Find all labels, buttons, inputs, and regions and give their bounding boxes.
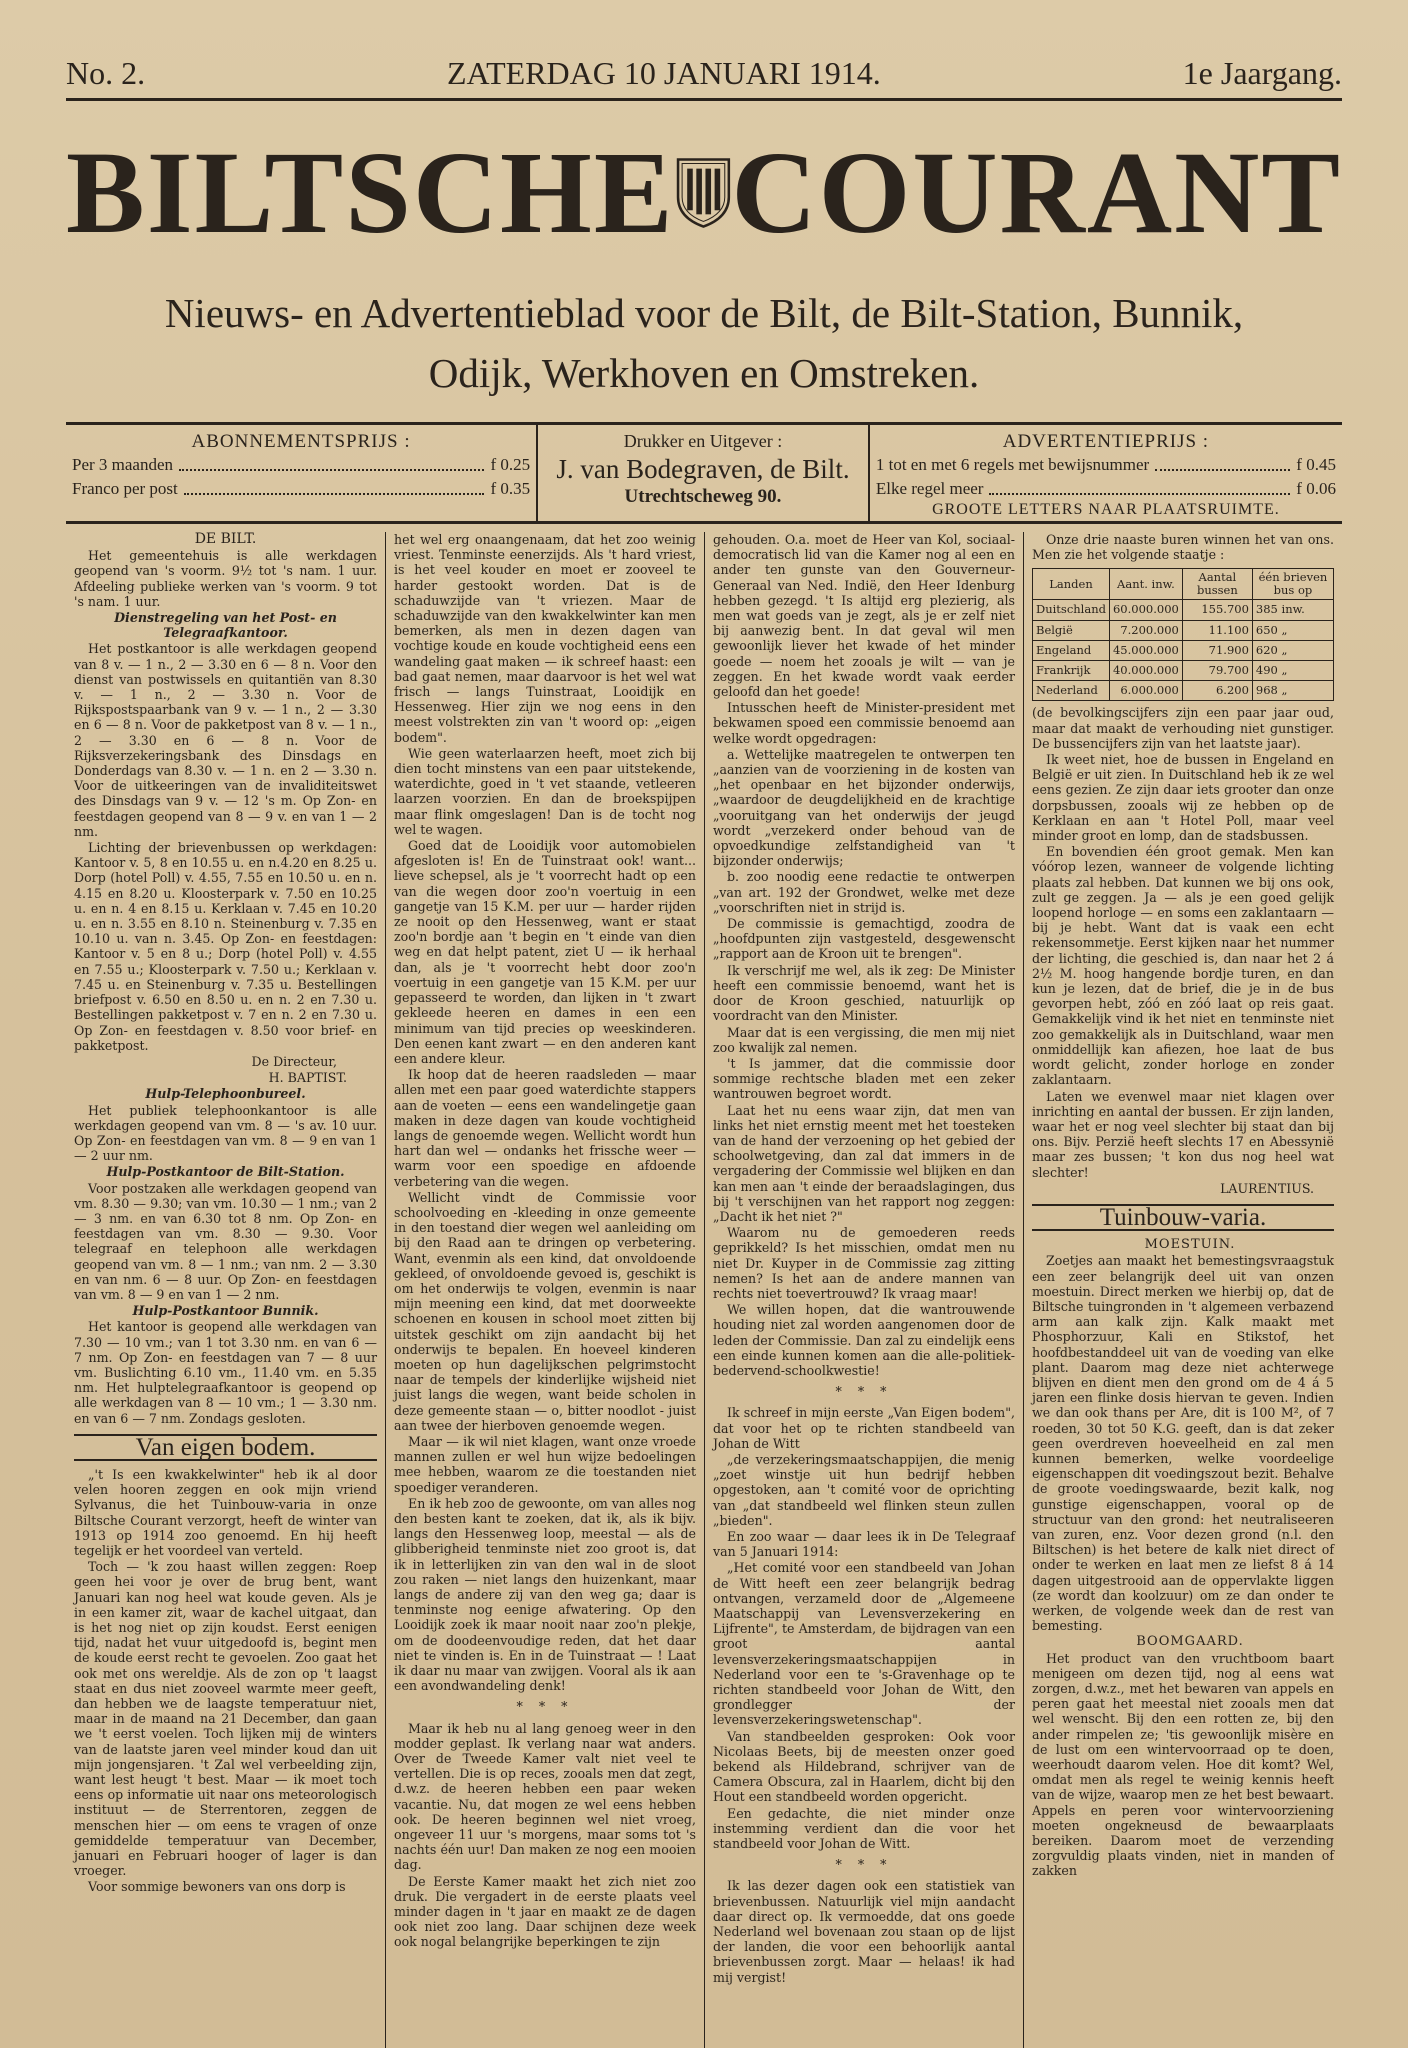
subheading: Hulp-Telephoonbureel. (145, 1086, 306, 1102)
article-title: Van eigen bodem. (74, 1434, 377, 1461)
subheading: Hulp-Postkantoor Bunnik. (132, 1303, 319, 1319)
leader-dots (184, 477, 485, 495)
paragraph: Laat het nu eens waar zijn, dat men van links het niet ernstig meent met het toesteken van de hand der verzoening op het gebied der schoolwetgeving, dan zal dat immers in de vergadering der Commissie wel blijken en dan kan men aan 't einde der beraadslagingen, dus bij 't verschijnen van het rapport nog zeggen: „Dacht ik het niet ?" (713, 1102, 1015, 1224)
table-cell: 71.900 (1182, 640, 1252, 660)
paragraph: Maar ik heb nu al lang genoeg weer in den modder geplast. Ik verlang naar wat anders. Over de Tweede Kamer valt niet veel te vertellen. Die is op reces, zooals men dat zegt, d.w.z. de heeren hebben een paar weken vacantie. Nu, dat mogen ze wel eens hebben ook. De heeren beginnen wel niet vroeg, ongeveer 11 uur 's morgens, maar soms tot 's nachts één uur! Dan maken ze nog een mooien dag. (394, 1720, 696, 1873)
publisher-role: Drukker en Uitgever : (623, 431, 783, 451)
subheading: BOOMGAARD. (1136, 1634, 1244, 1650)
paragraph: En ik heb zoo de gewoonte, om van alles nog den besten kant te zoeken, dat ik, als ik bijv. langs den Hessenweg loop, meestal — als de glibberigheid tenminste niet zoo groot is, dat ik in letterlijken zin van den wal in de sloot zou raken — niet langs den huizenkant, maar langs de andere zij van den weg ga; daar is tenminste nog eenige afwatering. Op den Looidijk zoek ik maar nooit naar zoo'n plekje, om de doodeenvoudige reden, dat het daar niet te vinden is. En in de Tuinstraat — ! Laat ik daar nu maar van zwijgen. Vooral als ik aan een avondwandeling denk! (394, 1495, 696, 1694)
paragraph: En zoo waar — daar lees ik in De Telegraaf van 5 Januari 1914: (713, 1529, 1015, 1560)
column-3 (704, 532, 1023, 2048)
paragraph: Het kantoor is geopend alle werkdagen van 7.30 — 10 vm.; van 1 tot 3.30 nm. en van 6 — 7 nm. Op Zon- en feestdagen van 7 — 8 uur vm. Buslichting 6.10 vm., 11.40 vm. en 5.35 nm. Het hulptelegraafkantoor is geopend op alle werkdagen van 8 — 10 vm.; 1 — 3.30 nm. en van 6 — 7 nm. Zondags gesloten. (74, 1319, 377, 1426)
paragraph: We willen hopen, dat die wantrouwende houding niet zal worden aangenomen door de leden der Commissie. Dan zal zu eindelijk eens een einde kunnen komen aan die alle-politiek-bedervend-schoolkwestie! (713, 1302, 1015, 1378)
paragraph: Laten we evenwel maar niet klagen over inrichting en aantal der bussen. Er zijn landen, waar het er nog veel slechter bij staat dan bij ons. Bijv. Perzië heeft slechts 17 en Abessynië maar zes bussen; 't kon dus nog heel wat slechter! (1032, 1088, 1334, 1180)
paragraph: Onze drie naaste buren winnen het van ons. Men zie het volgende staatje : (1032, 532, 1334, 563)
paragraph: Ik hoop dat de heeren raadsleden — maar allen met een paar goed waterdichte stappers aan de voeten — eens een wandelingetje gaan maken in deze dagen van koude vochtigheid langs de genoemde wegen. Wellicht wordt hun hart dan wel — ondanks het frissche weer — warm voor een spoedige en afdoende verbetering van die wegen. (394, 1067, 696, 1189)
paragraph: a. Wettelijke maatregelen te ontwerpen ten „aanzien van de voorziening in de kosten van „het openbaar en het bijzonder onderwijs, „waardoor de deugdelijkheid en de krachtige „vooruitgang van het onderwijs der jeugd wordt „verzekerd onder behoud van de opvoedkundige zelfstandigheid van 't bijzonder onderwijs; (713, 746, 1015, 869)
paragraph: b. zoo noodig eene redactie te ontwerpen „van art. 192 der Grondwet, welke met deze „voorschriften niet in strijd is. (713, 869, 1015, 915)
publisher-box (538, 425, 870, 521)
paragraph: Ik verschrijf me wel, als ik zeg: De Minister heeft een commissie benoemd, want het is door de Kroon geschied, natuurlijk op voordracht van den Minister. (713, 962, 1015, 1024)
leader-dots (989, 477, 1290, 495)
publisher-address: Utrechtscheweg 90. (624, 486, 782, 507)
subtitle-line-2: Odijk, Werkhoven en Omstreken. (428, 350, 980, 396)
paragraph: Ik schreef in mijn eerste „Van Eigen bodem", dat voor het op te richten standbeeld van Johan de Witt (713, 1405, 1015, 1451)
table-cell: 45.000.000 (1109, 640, 1182, 660)
publisher-name: J. van Bodegraven, de Bilt. (556, 454, 850, 484)
issue-volume: 1e Jaargang. (1182, 55, 1342, 91)
paragraph: Maar dat is een vergissing, die men mij niet zoo kwalijk zal nemen. (713, 1024, 1015, 1055)
advertising-label: Elke regel meer (875, 479, 984, 498)
column-4 (1023, 532, 1342, 2048)
section-heading: DE BILT. (194, 532, 257, 547)
paragraph: En bovendien één groot gemak. Men kan vóórop lezen, wanneer de volgende lichting plaats zal hebben. Dat kunnen we bij ons ook, zult ge zeggen. Ja — als je een goed gelijk loopend horloge — en soms een zaklantaarn — bij je hebt. Want dat is vaak een echt rekensommetje. Eerst kijken naar het nummer der lichting, die geschied is, dan naar het 2 á 2½ M. hoog hangende bordje turen, en dan kun je lezen, dat de brief, die je in de bus gevorpen hebt, zóó en zóó laat op reis gaat. Gemakkelijk vind ik het niet en tenminste niet zoo gemakkelijk als in Duitschland, waar men onmiddellijk kan afiezen, hoe laat de bus wordt gelicht, zonder horloge en zonder zaklantaarn. (1032, 844, 1334, 1088)
subscription-row (72, 477, 530, 501)
table-header-cell: Aantal bussen (1182, 569, 1252, 600)
subscription-box (66, 425, 538, 521)
column-2 (385, 532, 704, 2048)
info-bar (66, 422, 1342, 524)
issue-line (66, 48, 1342, 92)
table-cell: 385 inw. (1252, 600, 1333, 620)
advertising-row (876, 477, 1336, 501)
subscription-label: Franco per post (72, 479, 178, 498)
article-columns (66, 532, 1342, 2048)
signature-name: LAURENTIUS. (1220, 1180, 1314, 1196)
advertising-row (876, 453, 1336, 477)
advertising-note: GROOTE LETTERS NAAR PLAATSRUIMTE. (932, 501, 1280, 518)
column-1 (66, 532, 385, 2048)
paragraph: Het product van den vruchtboom baart menigeen om dezen tijd, nog al eens wat zorgen, d.w.z., met het bewaren van appels en peren gaat het meestal niet zooals men dat wel wenscht. Bij den een rotten ze, bij den ander rimpelen ze; 'tis gewoonlijk misère en de lust om een wintervoorraad op te doen, weerhoudt daarom velen. Hoe dit komt? Wel, omdat men als regel te weinig kennis heeft van de wijze, waarop men ze het best bewaart. Appels en peren voor wintervoorziening moeten ongekneusd de bewaarplaats bereiken. Daarom moet de verzending zorgvuldig plaats vinden, niet in manden of zakken (1032, 1650, 1334, 1879)
masthead-left-word: BILTSCHE (66, 127, 675, 258)
paragraph: (de bevolkingscijfers zijn een paar jaar oud, maar dat maakt de verhouding niet gunstiger. De bussencijfers zijn van het laatste jaar). (1032, 705, 1334, 751)
table-cell: 490 „ (1252, 661, 1333, 681)
advertising-label: 1 tot en met 6 regels met bewijsnummer (875, 455, 1150, 474)
table-cell: Nederland (1033, 681, 1110, 701)
paragraph: Wie geen waterlaarzen heeft, moet zich bij dien tocht minstens van een paar uitstekende, waterdichte, goed in 't vet staande, vetleeren laarzen voorzien. En dan de broekspijpen maar flink omgeslagen! Dan is de tocht nog wel te wagen. (394, 745, 696, 837)
leader-dots (179, 453, 484, 471)
paragraph: het wel erg onaangenaam, dat het zoo weinig vriest. Tenminste eenerzijds. Als 't hard vriest, is het veel kouder en moet er zooveel te harder gestookt worden. Dat is de schaduwzijde van 't vriezen. Maar de schaduwzijde van den kwakkelwinter kan men bemerken, als men in dezen dagen van vochtige koude en koude vochtigheid eens een wandeling gaat maken — ik schreef haast: een bad gaat nemen, maar daarvoor is het wel wat frisch — langs Tuinstraat, Looidijk en Hessenweg. Hier zijn we nog eens in den meest volstrekten zin van 't woord op: „eigen bodem". (394, 532, 696, 745)
table-cell: 6.000.000 (1109, 681, 1182, 701)
separator-stars: * * * (516, 1699, 574, 1715)
paragraph: Zoetjes aan maakt het bemestingsvraagstuk een zeer belangrijk deel uit van onzen moestuin. Direct merken we hierbij op, dat de Biltsche tuingronden in 't algemeen verbazend arm aan kalk zijn. Kalk maakt met Phosphorzuur, Kali en Stikstof, het hoofdbestanddeel uit van de voeding van elke plant. Daarom mag deze niet achterwege blijven en dient men den grond om de 4 á 5 jaren een flinke dosis hiervan te geven. Indien we dan ook thans per Are, dit is 100 M², of 7 roeden, 30 tot 50 K.G. geeft, dan is dat zeker geen overdreven hoeveelheid en zal men kunnen bemerken, welke voordeelige eigenschappen dit voedingszout bezit. Behalve de groote voedingswaarde, bezit kalk, nog gunstige eigenschappen, vooral op de structuur van den grond: het neutraliseeren van zuren, enz. Voor dezen grond (n.l. den Biltschen) is het betere de kalk niet direct of onder te werken en laat men ze liefst 8 á 14 dagen uitgestrooid aan de oppervlakte liggen (ze wordt dan koolzuur) om ze dan onder te werken, de volgende week dan de rest van bemesting. (1032, 1253, 1334, 1634)
table-header-cell: één brieven bus op (1252, 569, 1333, 600)
paragraph: De commissie is gemachtigd, zoodra de „hoofdpunten zijn vastgesteld, desgewenscht „rapport aan de Kroon uit te brengen". (713, 916, 1015, 962)
paragraph: Maar — ik wil niet klagen, want onze vroede mannen zullen er wel hun wijze bedoelingen mee hebben, waarom ze die toestanden niet spoediger veranderen. (394, 1433, 696, 1495)
table-cell: 79.700 (1182, 661, 1252, 681)
table-header-row (1033, 569, 1334, 600)
paragraph: Het gemeentehuis is alle werkdagen geopend van 's voorm. 9½ tot 's nam. 1 uur. Afdeeling publieke werken van 's voorm. 9 tot 's nam. 1 uur. (74, 548, 377, 609)
table-header-cell: Aant. inw. (1109, 569, 1182, 600)
table-cell: 620 „ (1252, 640, 1333, 660)
table-row (1033, 681, 1334, 701)
table-row (1033, 600, 1334, 620)
advertising-title: ADVERTENTIEPRIJS : (1002, 431, 1210, 452)
subheading: Dienstregeling van het Post- en Telegraafkantoor. (114, 610, 337, 641)
paragraph: 't Is jammer, dat die commissie door sommige rechtsche bladen met een zeker wantrouwen begroet wordt. (713, 1055, 1015, 1102)
paragraph: Toch — 'k zou haast willen zeggen: Roep geen hei voor je over de brug bent, want Januari kan nog heel wat koude geven. Als je in een kamer zit, waar de kachel uitgaat, dan is het nog niet op zijn koudst. Eerst eenigen tijd, nadat het vuur uitgedoofd is, begint men de koude eerst recht te gevoelen. Zoo gaat het ook met ons wereldje. Als de zon op 't laagst staat en dus niet zooveel warmte meer geeft, dan hebben we de laagste temperatuur niet, maar in de maand na 21 December, dan gaan we 't eerst voelen. Toch lijken mij de winters van de laatste jaren veel minder koud dan uit mijn jongensjaren. 't Zal wel verbeelding zijn, want lest heugt 't best. Maar — ik moet toch eens op informatie uit naar ons meteorologisch instituut — de Sterrentoren, zeggen de menschen hier — om eens te vragen of onze gemiddelde temperatuur van December, januari en Februari hooger of lager is dan vroeger. (74, 1559, 377, 1879)
separator-stars: * * * (835, 1857, 893, 1873)
mailbox-statistics-table (1032, 568, 1334, 701)
table-cell: 7.200.000 (1109, 620, 1182, 640)
table-cell: 6.200 (1182, 681, 1252, 701)
table-cell: België (1033, 620, 1110, 640)
leader-dots (1155, 453, 1290, 471)
advertising-price: f 0.45 (1296, 455, 1336, 474)
coat-of-arms-icon (675, 123, 732, 263)
table-row (1033, 661, 1334, 681)
signature-name: H. BAPTIST. (268, 1070, 347, 1086)
paragraph: Waarom nu de gemoederen reeds geprikkeld? Is het misschien, omdat men nu niet Dr. Kuyper in de Commissie zag zitting nemen? Is het aan de andere mannen van rechts niet toevertrouwd? Ik vraag maar! (713, 1225, 1015, 1301)
masthead (66, 118, 1342, 268)
article-title: Tuinbouw-varia. (1032, 1204, 1334, 1231)
paragraph: gehouden. O.a. moet de Heer van Kol, sociaal-democratisch lid van die Kamer nog al een en ander ten gunste van den Gouverneur-Generaal van Ned. Indië, den Heer Idenburg hebben gezegd. 't Is altijd erg plezierig, als men wat goeds van je zegt, als je er zelf niet bij aanwezig bent. In dat geval wil men gewoonlijk liever het kwade of het minder goede — noem het zooals je wilt — van je zeggen. En het kwade wordt vaak eerder geloofd dan het goede! (713, 532, 1015, 700)
table-header-cell: Landen (1033, 569, 1110, 600)
subscription-price: f 0.25 (490, 455, 531, 474)
subscription-price: f 0.35 (490, 479, 531, 498)
paragraph: Ik las dezer dagen ook een statistiek van brievenbussen. Natuurlijk viel mijn aandacht daar direct op. Ik vermoedde, dat ons goede Nederland wel bovenaan zou staan op de lijst der landen, die voor een behoorlijk aantal brievenbussen zorgt. Maar — helaas! ik had mij vergist! (713, 1878, 1015, 1985)
paragraph: Wellicht vindt de Commissie voor schoolvoeding en -kleeding in onze gemeente in den toestand dier wegen wel aanleiding om bij den Raad aan te dringen op verbetering. Want, evenmin als een kind, dat onvoldoende gekleed, of onvoldoende gevoed is, geschikt is om het onderwijs te volgen, evenmin is naar mijn meening een kind, dat met doorweekte schoenen en kousen in school moet zitten bij uitstek geschikt om zijn aandacht bij het onderwijs te bepalen. En hoeveel kinderen moeten op hun dagelijkschen pelgrimstocht naar de tempels der kinderlijke wijsheid niet juist langs die wegen, want beide scholen in deze gemeente staan — o, bitter noodlot - juist aan twee der hierboven genoemde wegen. (394, 1189, 696, 1433)
subheading: MOESTUIN. (1144, 1237, 1236, 1253)
paragraph: „de verzekeringsmaatschappijen, die menig „zoet winstje uit hun bedrijf hebben opgestoken, aan 't comité voor de oprichting van „dat standbeeld wel flinken steun zullen „bieden". (713, 1451, 1015, 1528)
paragraph: Van standbeelden gesproken: Ook voor Nicolaas Beets, bij de meesten onzer goed bekend als Hildebrand, schrijver van de Camera Obscura, zal in Haarlem, dicht bij den Hout een standbeeld worden opgericht. (713, 1728, 1015, 1805)
separator-stars: * * * (835, 1384, 893, 1400)
subheading: Hulp-Postkantoor de Bilt-Station. (106, 1164, 345, 1180)
table-row (1033, 640, 1334, 660)
table-cell: 155.700 (1182, 600, 1252, 620)
subscription-title: ABONNEMENTSPRIJS : (191, 431, 411, 452)
table-cell: 11.100 (1182, 620, 1252, 640)
table-row (1033, 620, 1334, 640)
subscription-row (72, 453, 530, 477)
paragraph: „Het comité voor een standbeeld van Johan de Witt heeft een zeer belangrijk bedrag ontvangen, verzameld door de „Algemeene Maatschappij van Levensverzekering en Lijfrente", te Amsterdam, de bijdragen van een groot aantal levensverzekeringsmaatschappijen in Nederland voor een te 's-Gravenhage op te richten standbeeld voor Johan de Witt, den grondlegger der levensverzekeringswetenschap". (713, 1560, 1015, 1728)
table-cell: Frankrijk (1033, 661, 1110, 681)
table-cell: Engeland (1033, 640, 1110, 660)
paragraph: Het publiek telephoonkantoor is alle werkdagen geopend van vm. 8 — 's av. 10 uur. Op Zon- en feestdagen van vm. 8 — 9 en van 1 — 2 uur nm. (74, 1102, 377, 1164)
paragraph: Goed dat de Looidijk voor automobielen afgesloten is! En de Tuinstraat ook! want... lieve schepsel, als je 't voorrecht hadt op een van die wegen door zoo'n voertuig in een gangetje van 15 K.M. per uur — harder rijden ze nooit op den Hessenweg, want er staat zoo'n bordje aan 't begin en 't einde van dien weg en dat helpt patent, ziet U — ik herhaal dan, als je 't voorrecht hebt door zoo'n voertuig in een gangetje van 15 K.M. per uur gepasseerd te worden, dan lijken in 't zwart gekleede heeren en dames in een een minimum van tijd precies op weeskinderen. Den eenen kant zwart — en den anderen kant een andere kleur. (394, 838, 696, 1066)
paragraph: Het postkantoor is alle werkdagen geopend van 8 v. — 1 n., 2 — 3.30 en 6 — 8 n. Voor den dienst van postwissels en quitantiën van 8.30 v. — 1 n., 2 — 3.30 n. Voor de Rijkspostspaarbank van 9 v. — 1 n., 2 — 3.30 en 6 — 8 n. Voor de pakketpost van 8 v. — 1 n., 2 — 3.30 en 6 — 8 n. Voor de Rijksverzekeringsbank des Dinsdags en Donderdags van 8.30 v. — 1 n. en 2 — 3.30 n. Voor de uitkeeringen van de invaliditeitswet des Dinsdags van 9 v. — 12 's m. Op Zon- en feestdagen geopend van 8 — 9 v. en van 1 — 2 nm. (74, 641, 377, 839)
signature-title: De Directeur, (251, 1053, 337, 1069)
table-cell: 968 „ (1252, 681, 1333, 701)
issue-number: No. 2. (66, 55, 146, 91)
top-rule (66, 98, 1342, 101)
subscription-label: Per 3 maanden (72, 455, 174, 474)
paragraph: Voor sommige bewoners van ons dorp is (88, 1879, 346, 1895)
table-cell: 60.000.000 (1109, 600, 1182, 620)
subtitle-line-1: Nieuws- en Advertentieblad voor de Bilt, de Bilt-Station, Bunnik, (164, 290, 1244, 336)
advertising-box (870, 425, 1342, 521)
table-cell: 40.000.000 (1109, 661, 1182, 681)
paragraph: Lichting der brievenbussen op werkdagen: Kantoor v. 5, 8 en 10.55 u. en n.4.20 en 8.25 u. Dorp (hotel Poll) v. 4.55, 7.55 en 10.50 u. en n. 4.15 en 8.20 u. Kloosterpark v. 7.50 en 10.25 u. en n. 4 en 8.15 u. Kerklaan v. 7.45 en 10.20 u. en n. 3.55 en 8.10 n. Steinenburg v. 7.35 en 10.10 u. van n. 3.45. Op Zon- en feestdagen: Kantoor v. 5 en 8 u.; Dorp (hotel Poll) v. 4.55 en 7.55 u.; Kloosterpark v. 7.50 u.; Kerklaan v. 7.45 u. en Steinenburg v. 7.35 u. Bestellingen briefpost v. 6.50 en 8.50 u. en n. 2 en 7.30 u. Bestellingen pakketpost v. 7 en n. 2 en 7.30 u. Op Zon- en feestdagen v. 8.50 voor brief- en pakketpost. (74, 840, 377, 1053)
table-cell: 650 „ (1252, 620, 1333, 640)
table-cell: Duitschland (1033, 600, 1110, 620)
paragraph: „'t Is een kwakkelwinter" heb ik al door velen hooren zeggen en ook mijn vriend Sylvanus, die het Tuinbouw-varia in onze Biltsche Courant verzorgt, heeft de winter van 1913 op 1914 zoo genoemd. En hij heeft tegelijk er het voordeel van verteld. (74, 1466, 377, 1558)
paragraph: De Eerste Kamer maakt het zich niet zoo druk. Die vergadert in de eerste plaats veel minder dagen in 't jaar en maakt ze de dagen ook niet zoo lang. Daar schijnen deze week ook nogal belangrijke beperkingen te zijn (394, 1873, 696, 1950)
issue-date: ZATERDAG 10 JANUARI 1914. (447, 55, 881, 91)
paragraph: Voor postzaken alle werkdagen geopend van vm. 8.30 — 9.30; van vm. 10.30 — 1 nm.; van 2 — 3 nm. en van 6.30 tot 8 nm. Op Zon- en feestdagen van vm. 8.30 — 9.30. Voor telegraaf en telephoon alle werkdagen geopend van vm. 8 — 1 nm.; van nm. 2 — 3.30 en van nm. 6 — 8 uur. Op Zon- en feestdagen van vm. 8 — 9 en van 1 — 2 nm. (74, 1180, 377, 1302)
paragraph: Intusschen heeft de Minister-president met bekwamen spoed een commissie benoemd aan welke wordt opgedragen: (713, 700, 1015, 746)
advertising-price: f 0.06 (1296, 479, 1336, 498)
masthead-right-word: COURANT (731, 127, 1342, 258)
paragraph: Een gedachte, die niet minder onze instemming verdient dan die voor het standbeeld voor Johan de Witt. (713, 1805, 1015, 1852)
paragraph: Ik weet niet, hoe de bussen in Engeland en België er uit zien. In Duitschland heb ik ze wel eens gezien. Ze zijn daar iets grooter dan onze dorpsbussen, zooals wij ze hebben op de Kerklaan en aan 't Hotel Poll, maar veel minder groot en lomp, dan de stadsbussen. (1032, 752, 1334, 844)
